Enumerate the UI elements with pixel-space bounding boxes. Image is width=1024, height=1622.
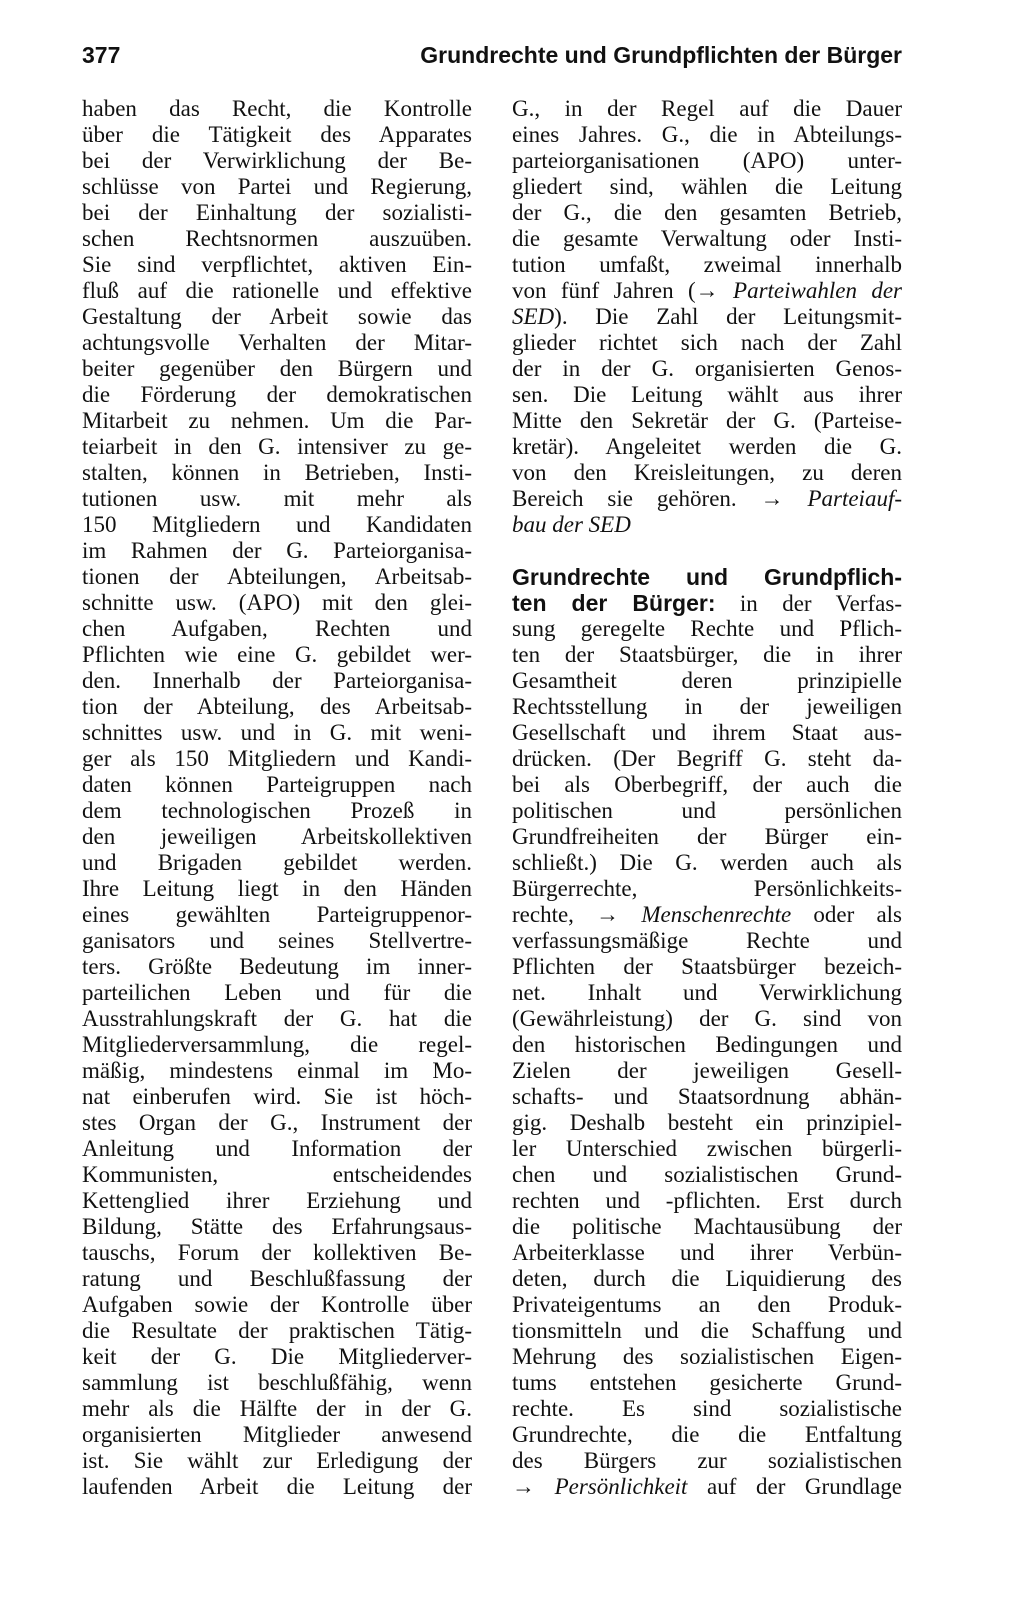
text-line: rechte. Es sind sozialistische [512, 1396, 902, 1421]
text-line: Pflichten der Staatsbürger bezeich- [512, 954, 902, 979]
text-line: Pflichten wie eine G. gebildet wer- [82, 642, 472, 667]
text-line: Bürgerrechte, Persönlichkeits- [512, 876, 902, 901]
text-line: von den Kreisleitungen, zu deren [512, 460, 902, 485]
cross-reference: Menschenrechte [641, 902, 792, 927]
text-line: SED). Die Zahl der Leitungsmit- [512, 304, 902, 329]
text-line: glieder richtet sich nach der Zahl [512, 330, 902, 355]
text-line: mäßig, mindestens einmal im Mo- [82, 1058, 472, 1083]
cross-reference: Parteiauf- [807, 486, 902, 511]
text-line: von fünf Jahren (→ Parteiwahlen der [512, 278, 902, 303]
text-line [512, 512, 902, 538]
text-line: schlüsse von Partei und Regierung, [82, 174, 472, 199]
text-line: Kettenglied ihrer Erziehung und [82, 1188, 472, 1213]
text-line: sung geregelte Rechte und Pflich- [512, 616, 902, 641]
text-line: Gesellschaft und ihrem Staat aus- [512, 720, 902, 745]
text-line: im Rahmen der G. Parteiorganisa- [82, 538, 472, 563]
text-line: tums entstehen gesicherte Grund- [512, 1370, 902, 1395]
text-line: tution umfaßt, zweimal innerhalb [512, 252, 902, 277]
text-line: keit der G. Die Mitgliederver- [82, 1344, 472, 1369]
text-line: schließt.) Die G. werden auch als [512, 850, 902, 875]
text-line: und Brigaden gebildet werden. [82, 850, 472, 875]
text-line: schnitte usw. (APO) mit den glei- [82, 590, 472, 615]
text-line: gig. Deshalb besteht ein prinzipiel- [512, 1110, 902, 1135]
page-number: 377 [82, 42, 121, 68]
text-line: die Förderung der demokratischen [82, 382, 472, 407]
text-line: tutionen usw. mit mehr als [82, 486, 472, 511]
text-line: ten der Staatsbürger, die in ihrer [512, 642, 902, 667]
cross-reference: SED [512, 304, 555, 329]
arrow-icon: → [596, 902, 620, 927]
arrow-icon: → [512, 1474, 535, 1499]
text-line: die gesamte Verwaltung oder Insti- [512, 226, 902, 251]
text-line: über die Tätigkeit des Apparates [82, 122, 472, 147]
text-line: Kommunisten, entscheidendes [82, 1162, 472, 1187]
text-line: Ihre Leitung liegt in den Händen [82, 876, 472, 901]
arrow-icon: → [695, 278, 719, 303]
text-line: Ausstrahlungskraft der G. hat die [82, 1006, 472, 1031]
text-line: gliedert sind, wählen die Leitung [512, 174, 902, 199]
text-line: parteilichen Leben und für die [82, 980, 472, 1005]
text-line: daten können Parteigruppen nach [82, 772, 472, 797]
text-line: den jeweiligen Arbeitskollektiven [82, 824, 472, 849]
text-line: sammlung ist beschlußfähig, wenn [82, 1370, 472, 1395]
text-line: der G., die den gesamten Betrieb, [512, 200, 902, 225]
text-line: ist. Sie wählt zur Erledigung der [82, 1448, 472, 1473]
text-line: Grundfreiheiten der Bürger ein- [512, 824, 902, 849]
text-line: schnittes usw. und in G. mit weni- [82, 720, 472, 745]
text-line: Bildung, Stätte des Erfahrungsaus- [82, 1214, 472, 1239]
entry-headword: Grundrechte und Grundpflich- [512, 564, 902, 590]
text-line: Grundrechte, die die Entfaltung [512, 1422, 902, 1447]
text-line: des Bürgers zur sozialistischen [512, 1448, 902, 1473]
text-line: teiarbeit in den G. intensiver zu ge- [82, 434, 472, 459]
text-line: schen Rechtsnormen auszuüben. [82, 226, 472, 251]
text-line: parteiorganisationen (APO) unter- [512, 148, 902, 173]
text-line: bei der Einhaltung der sozialisti- [82, 200, 472, 225]
text-line: net. Inhalt und Verwirklichung [512, 980, 902, 1005]
text-line: drücken. (Der Begriff G. steht da- [512, 746, 902, 771]
text-line: Gestaltung der Arbeit sowie das [82, 304, 472, 329]
cross-reference: Persönlichkeit [554, 1474, 688, 1499]
text-line: Sie sind verpflichtet, aktiven Ein- [82, 252, 472, 277]
text-line: Gesamtheit deren prinzipielle [512, 668, 902, 693]
text-line: achtungsvolle Verhalten der Mitar- [82, 330, 472, 355]
text-line: stalten, können in Betrieben, Insti- [82, 460, 472, 485]
text-line: den. Innerhalb der Parteiorganisa- [82, 668, 472, 693]
text-line: die politische Machtausübung der [512, 1214, 902, 1239]
text-line: (Gewährleistung) der G. sind von [512, 1006, 902, 1031]
text-line: eines gewählten Parteigruppenor- [82, 902, 472, 927]
right-column [512, 96, 902, 1500]
text-line: bei als Oberbegriff, der auch die [512, 772, 902, 797]
text-line: ganisators und seines Stellvertre- [82, 928, 472, 953]
text-line: Arbeiterklasse und ihrer Verbün- [512, 1240, 902, 1265]
text-line: organisierten Mitglieder anwesend [82, 1422, 472, 1447]
entry-headword: ten der Bürger: [512, 590, 716, 616]
text-line: Zielen der jeweiligen Gesell- [512, 1058, 902, 1083]
text-line: ters. Größte Bedeutung im inner- [82, 954, 472, 979]
text-line: Rechtsstellung in der jeweiligen [512, 694, 902, 719]
text-line: chen Aufgaben, Rechten und [82, 616, 472, 641]
page-header [82, 42, 902, 82]
text-line: ratung und Beschlußfassung der [82, 1266, 472, 1291]
text-line: beiter gegenüber den Bürgern und [82, 356, 472, 381]
text-line: Anleitung und Information der [82, 1136, 472, 1161]
text-line: tionen der Abteilungen, Arbeitsab- [82, 564, 472, 589]
text-line: G., in der Regel auf die Dauer [512, 96, 902, 121]
text-line: kretär). Angeleitet werden die G. [512, 434, 902, 459]
text-line: die Resultate der praktischen Tätig- [82, 1318, 472, 1343]
text-line: Mitte den Sekretär der G. (Parteise- [512, 408, 902, 433]
text-line: sen. Die Leitung wählt aus ihrer [512, 382, 902, 407]
text-line: nat einberufen wird. Sie ist höch- [82, 1084, 472, 1109]
text-line: chen und sozialistischen Grund- [512, 1162, 902, 1187]
text-line: Mitarbeit zu nehmen. Um die Par- [82, 408, 472, 433]
text-line: Privateigentums an den Produk- [512, 1292, 902, 1317]
text-line: schafts- und Staatsordnung abhän- [512, 1084, 902, 1109]
text-line: ger als 150 Mitgliedern und Kandi- [82, 746, 472, 771]
text-line: tionsmitteln und die Schaffung und [512, 1318, 902, 1343]
text-line: stes Organ der G., Instrument der [82, 1110, 472, 1135]
text-line: verfassungsmäßige Rechte und [512, 928, 902, 953]
text-line: laufenden Arbeit die Leitung der [82, 1474, 472, 1499]
text-line: Mitgliederversammlung, die regel- [82, 1032, 472, 1057]
text-line: den historischen Bedingungen und [512, 1032, 902, 1057]
cross-reference: Parteiwahlen der [733, 278, 902, 303]
text-line: ten der Bürger: in der Verfas- [512, 590, 902, 616]
text-line: Mehrung des sozialistischen Eigen- [512, 1344, 902, 1369]
text-line: rechten und -pflichten. Erst durch [512, 1188, 902, 1213]
text-line: fluß auf die rationelle und effektive [82, 278, 472, 303]
text-line: Bereich sie gehören. → Parteiauf- [512, 486, 902, 511]
paragraph-spacer [512, 538, 902, 564]
cross-reference: bau der SED [512, 512, 631, 537]
text-line: politischen und persönlichen [512, 798, 902, 823]
text-line: der in der G. organisierten Genos- [512, 356, 902, 381]
running-head: Grundrechte und Grundpflichten der Bürger [420, 42, 902, 68]
text-line: deten, durch die Liquidierung des [512, 1266, 902, 1291]
text-line: Aufgaben sowie der Kontrolle über [82, 1292, 472, 1317]
text-line: → Persönlichkeit auf der Grundlage [512, 1474, 902, 1499]
text-line: ler Unterschied zwischen bürgerli- [512, 1136, 902, 1161]
arrow-icon: → [760, 486, 784, 511]
text-line: rechte, → Menschenrechte oder als [512, 902, 902, 927]
text-line: haben das Recht, die Kontrolle [82, 96, 472, 121]
text-line: dem technologischen Prozeß in [82, 798, 472, 823]
left-column [82, 96, 472, 1500]
text-line: tauschs, Forum der kollektiven Be- [82, 1240, 472, 1265]
text-line: 150 Mitgliedern und Kandidaten [82, 512, 472, 537]
text-line: mehr als die Hälfte der in der G. [82, 1396, 472, 1421]
text-line: bei der Verwirklichung der Be- [82, 148, 472, 173]
text-line: eines Jahres. G., die in Abteilungs- [512, 122, 902, 147]
text-line: tion der Abteilung, des Arbeitsab- [82, 694, 472, 719]
